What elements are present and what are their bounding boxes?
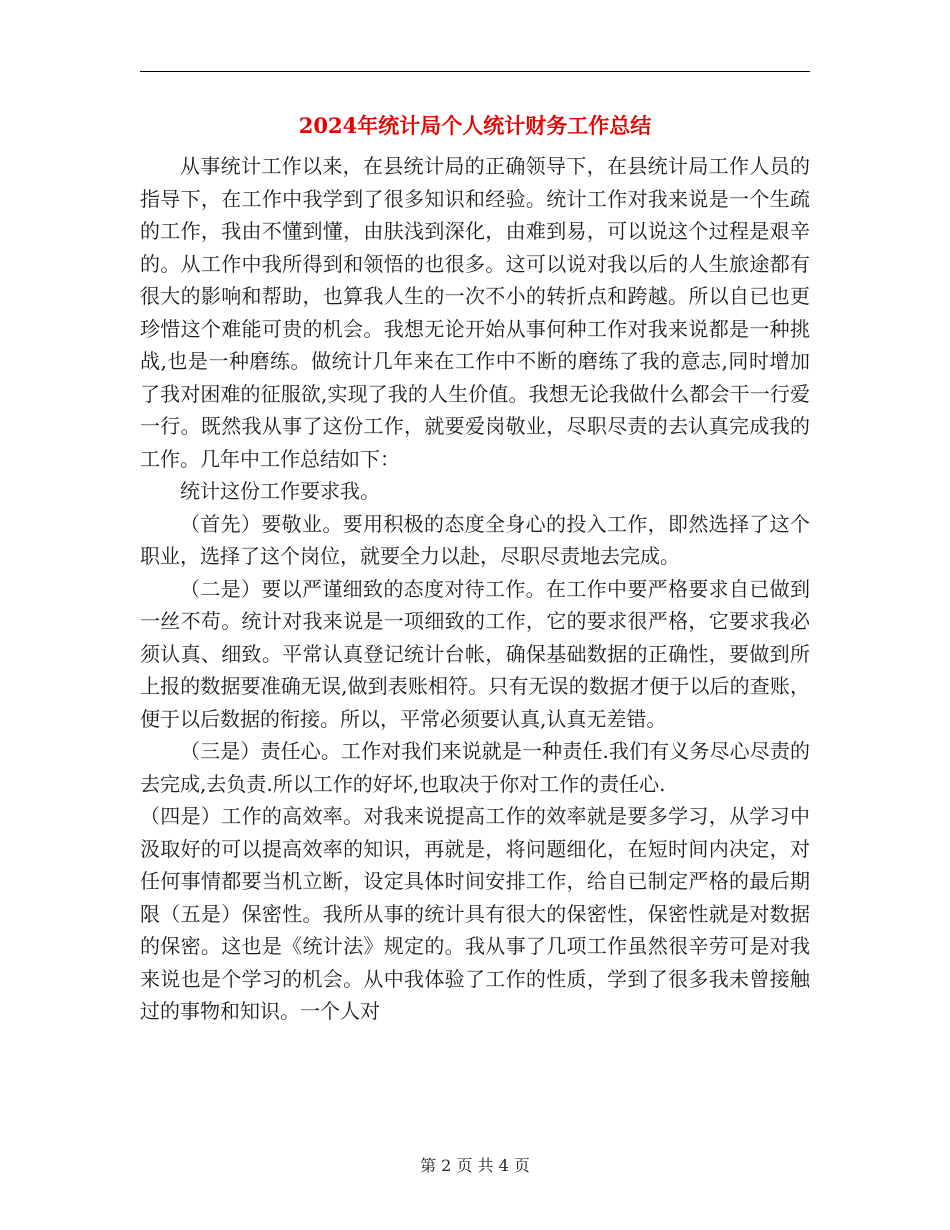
paragraph-intro: 从事统计工作以来，在县统计局的正确领导下，在县统计局工作人员的指导下，在工作中我学到了很多知识和经验。统计工作对我来说是一个生疏的工作，我由不懂到懂，由肤浅到深化，由难到易，可以说这个过程是艰辛的。从工作中我所得到和领悟的也很多。这可以说对我以后的人生旅途都有很大的影响和帮助，也算我人生的一次不小的转折点和跨越。所以自已也更珍惜这个难能可贵的机会。我想无论开始从事何种工作对我来说都是一种挑战,也是一种磨练。做统计几年来在工作中不断的磨练了我的意志,同时增加了我对困难的征服欲,实现了我的人生价值。我想无论我做什么都会干一行爱一行。既然我从事了这份工作，就要爱岗敬业，尽职尽责的去认真完成我的工作。几年中工作总结如下： xyxy=(140,154,810,471)
page-number-footer: 第 2 页 共 4 页 xyxy=(420,1156,530,1175)
paragraph-first-dedication: （首先）要敬业。要用积极的态度全身心的投入工作，即然选择了这个职业，选择了这个岗位，就要全力以赴，尽职尽责地去完成。 xyxy=(140,511,810,568)
header-rule xyxy=(140,71,810,72)
document-title: 2024年统计局个人统计财务工作总结 xyxy=(298,113,652,138)
document-body xyxy=(140,150,810,1028)
paragraph-requirements: 统计这份工作要求我。 xyxy=(180,479,380,503)
paragraph-second-rigor: （二是）要以严谨细致的态度对待工作。在工作中要严格要求自已做到一丝不苟。统计对我来说是一项细致的工作，它的要求很严格，它要求我必须认真、细致。平常认真登记统计台帐，确保基础数据的正确性，要做到所上报的数据要准确无误,做到表账相符。只有无误的数据才便于以后的查账，便于以后数据的衔接。所以，平常必须要认真,认真无差错。 xyxy=(140,576,810,731)
paragraph-fourth-efficiency: （四是）工作的高效率。对我来说提高工作的效率就是要多学习，从学习中汲取好的可以提高效率的知识，再就是，将问题细化，在短时间内决定，对任何事情都要当机立断，设定具体时间安排工作，给自已制定严格的最后期限（五是）保密性。我所从事的统计具有很大的保密性，保密性就是对数据的保密。这也是《统计法》规定的。我从事了几项工作虽然很辛劳可是对我来说也是个学习的机会。从中我体验了工作的性质，学到了很多我未曾接触过的事物和知识。一个人对 xyxy=(140,804,810,1023)
paragraph-third-responsibility: （三是）责任心。工作对我们来说就是一种责任.我们有义务尽心尽责的去完成,去负责.所以工作的好坏,也取决于你对工作的责任心. xyxy=(140,739,810,796)
